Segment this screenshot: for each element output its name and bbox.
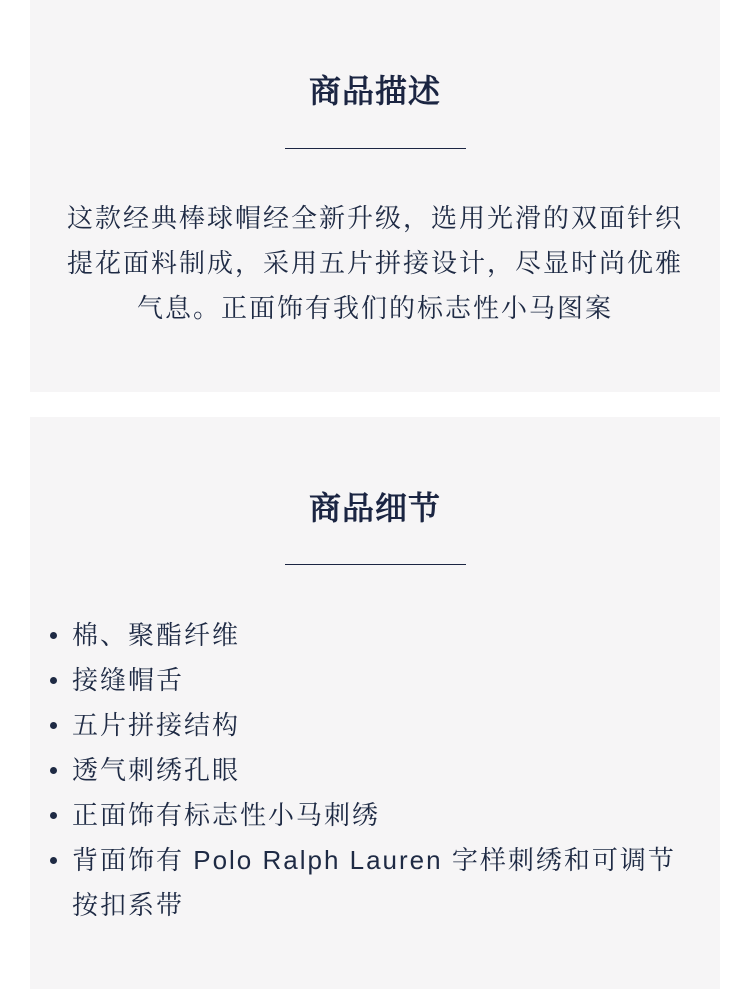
- section-title-details: 商品细节: [308, 490, 441, 526]
- title-divider: [285, 564, 466, 565]
- list-item: [72, 658, 690, 703]
- bullet-icon: [50, 722, 57, 729]
- description-text: 这款经典棒球帽经全新升级，选用光滑的双面针织提花面料制成，采用五片拼接设计，尽显时尚优雅气息。正面饰有我们的标志性小马图案: [66, 203, 683, 323]
- list-item: [72, 613, 690, 658]
- details-list: [30, 613, 690, 928]
- bullet-icon: [50, 857, 57, 864]
- list-item: [72, 838, 690, 928]
- list-item-label: 棉、聚酯纤维: [72, 620, 241, 650]
- product-details-card: [30, 417, 720, 989]
- list-item-label: 正面饰有标志性小马刺绣: [72, 800, 381, 830]
- list-item: [72, 748, 690, 793]
- list-item-label: 接缝帽舌: [72, 665, 185, 695]
- title-divider: [285, 148, 466, 149]
- bullet-icon: [50, 767, 57, 774]
- list-item-label: 五片拼接结构: [72, 710, 241, 740]
- bullet-icon: [50, 677, 57, 684]
- product-description-card: [30, 0, 720, 392]
- list-item: [72, 703, 690, 748]
- list-item: [72, 793, 690, 838]
- list-item-label: 透气刺绣孔眼: [72, 755, 241, 785]
- bullet-icon: [50, 812, 57, 819]
- list-item-label: 背面饰有 Polo Ralph Lauren 字样刺绣和可调节按扣系带: [72, 845, 676, 920]
- section-title-description: 商品描述: [308, 73, 441, 109]
- bullet-icon: [50, 632, 57, 639]
